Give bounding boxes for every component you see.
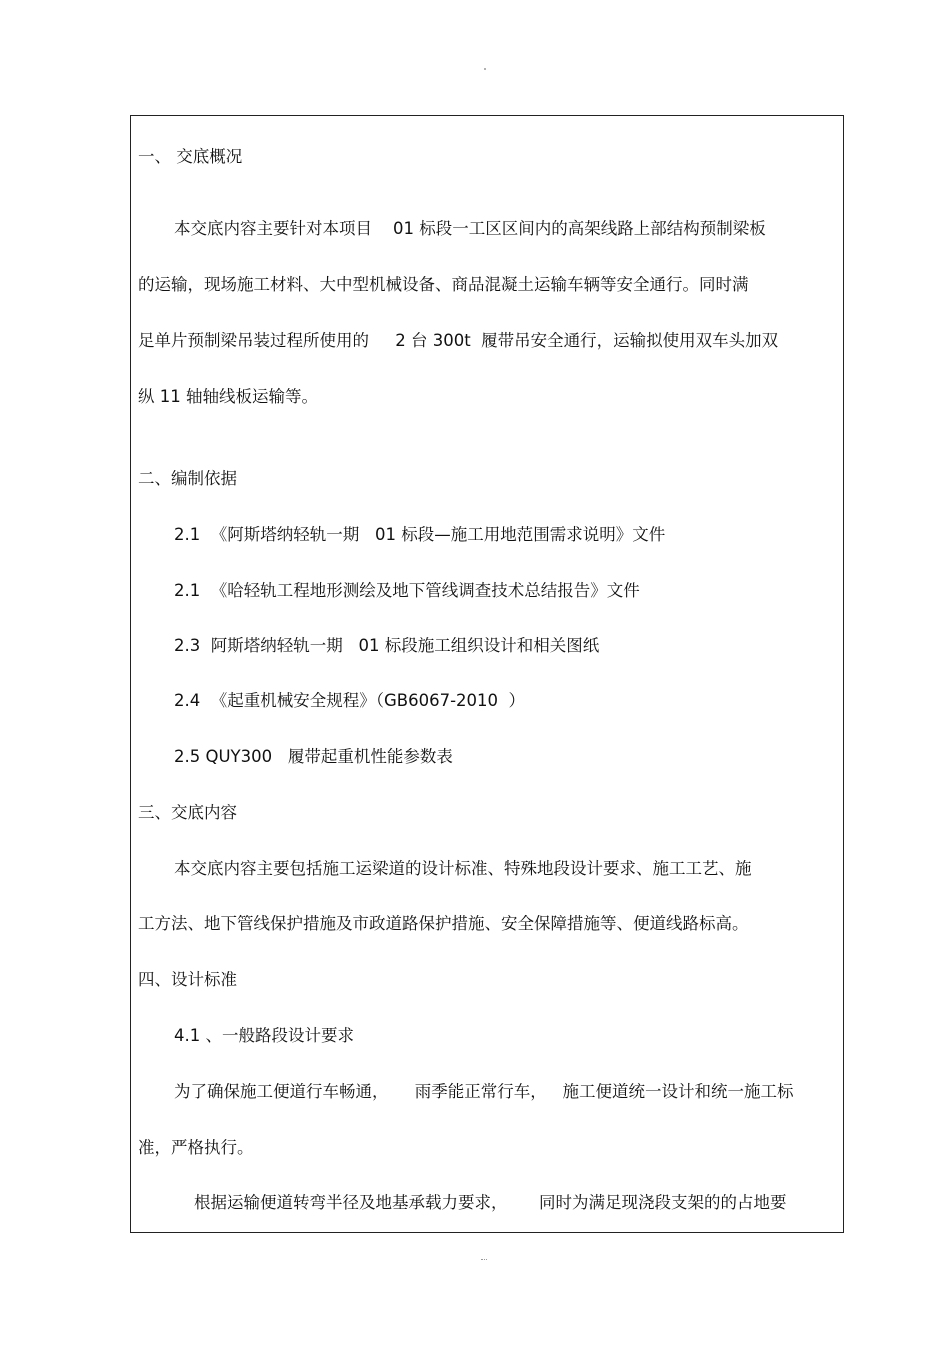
section-4-paragraph-2-line-1: 根据运输便道转弯半径及地基承载力要求， 同时为满足现浇段支架的的占地要 xyxy=(194,1193,787,1212)
basis-item-4: 2.4 《起重机械安全规程》（GB6067-2010 ） xyxy=(174,691,526,710)
page-mark-top xyxy=(484,68,486,70)
section-1-paragraph-line-2: 的运输，现场施工材料、大中型机械设备、商品混凝土运输车辆等安全通行。同时满 xyxy=(138,275,749,294)
section-4-paragraph-1-line-1: 为了确保施工便道行车畅通， 雨季能正常行车， 施工便道统一设计和统一施工标 xyxy=(174,1082,794,1101)
basis-item-2: 2.1 《哈轻轨工程地形测绘及地下管线调查技术总结报告》文件 xyxy=(174,581,640,600)
section-1-paragraph-line-1: 本交底内容主要针对本项目 01 标段一工区区间内的高架线路上部结构预制梁板 xyxy=(174,219,766,238)
section-4-subheading: 4.1 、一般路段设计要求 xyxy=(174,1026,354,1045)
section-3-paragraph-line-2: 工方法、地下管线保护措施及市政道路保护措施、安全保障措施等、便道线路标高。 xyxy=(138,914,749,933)
section-3-heading: 三、交底内容 xyxy=(138,803,237,822)
section-2-heading: 二、编制依据 xyxy=(138,469,237,488)
basis-item-1: 2.1 《阿斯塔纳轻轨一期 01 标段—施工用地范围需求说明》文件 xyxy=(174,525,666,544)
section-3-paragraph-line-1: 本交底内容主要包括施工运梁道的设计标准、特殊地段设计要求、施工工艺、施 xyxy=(174,859,752,878)
section-1-heading: 一、 交底概况 xyxy=(138,147,243,166)
section-4-paragraph-1-line-2: 准，严格执行。 xyxy=(138,1138,254,1157)
basis-item-3: 2.3 阿斯塔纳轻轨一期 01 标段施工组织设计和相关图纸 xyxy=(174,636,600,655)
section-1-paragraph-line-4: 纵 11 轴轴线板运输等。 xyxy=(138,387,318,406)
section-4-heading: 四、设计标准 xyxy=(138,970,237,989)
page-mark-bottom xyxy=(481,1259,487,1262)
section-1-paragraph-line-3: 足单片预制梁吊装过程所使用的 2 台 300t 履带吊安全通行，运输拟使用双车头加双 xyxy=(138,331,779,350)
basis-item-5: 2.5 QUY300 履带起重机性能参数表 xyxy=(174,747,453,766)
